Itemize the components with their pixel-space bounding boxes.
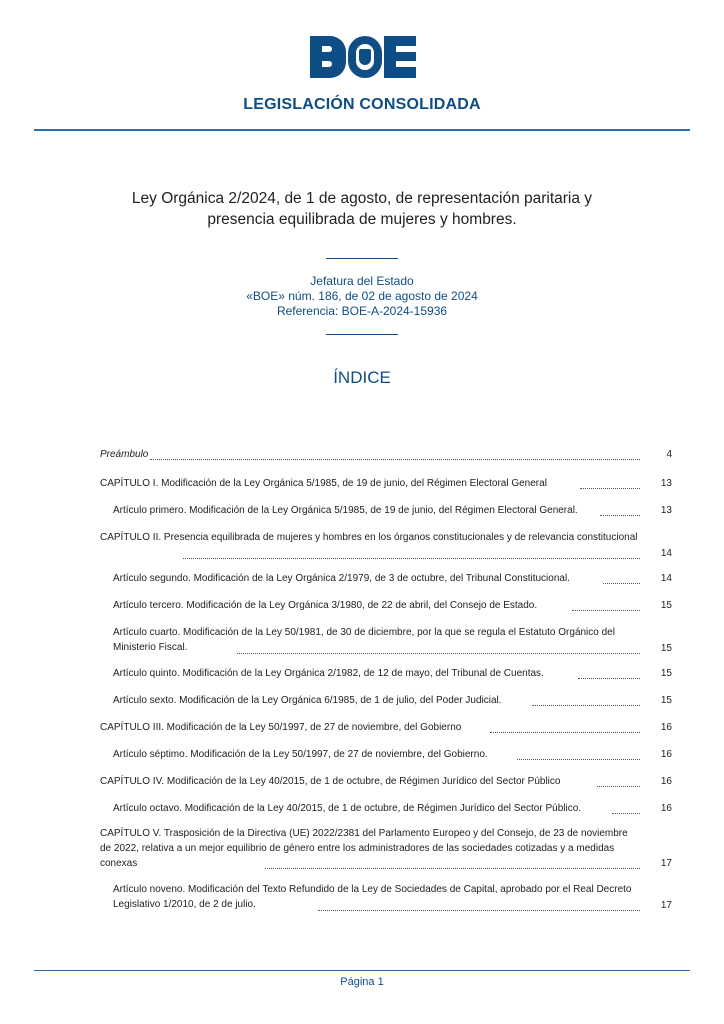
toc-page-number: 13 (660, 505, 672, 516)
index-heading: ÍNDICE (333, 368, 391, 387)
toc-page-number: 14 (660, 548, 672, 559)
toc-entry-title: Artículo sexto. Modificación de la Ley Orgánica 6/1985, de 1 de julio, del Poder Judicial. (113, 695, 502, 706)
title-divider (326, 258, 398, 259)
toc-page-number: 17 (660, 858, 672, 869)
toc-entry-title: Artículo noveno. Modificación del Texto Refundido de la Ley de Sociedades de Capital, aprobado por el Real Decreto Legislativo 1/2010, de 2 de julio. (113, 884, 632, 910)
toc-leader-dots (490, 720, 640, 733)
toc-leader-dots (150, 447, 640, 460)
boe-logo-e (384, 36, 416, 78)
toc-entry-title: Artículo octavo. Modificación de la Ley 40/2015, de 1 de octubre, de Régimen Jurídico del Sector Público. (113, 803, 582, 814)
toc-leader-dots (578, 666, 640, 679)
toc-leader-dots (603, 571, 640, 584)
toc-leader-dots (597, 774, 640, 787)
toc-entry-title: CAPÍTULO II. Presencia equilibrada de mujeres y hombres en los órganos constitucionales y de relevancia constitucional (100, 532, 638, 543)
toc-leader-dots (183, 546, 640, 559)
toc-page-number: 16 (660, 803, 672, 814)
toc-leader-dots (600, 503, 640, 516)
toc-entry-title: Preámbulo (100, 449, 149, 460)
toc-entry-title: Artículo segundo. Modificación de la Ley Orgánica 2/1979, de 3 de octubre, del Tribunal Constitucional. (113, 573, 570, 584)
reference: Referencia: BOE-A-2024-15936 (276, 304, 448, 318)
toc-leader-dots (612, 801, 640, 814)
toc-leader-dots (532, 693, 640, 706)
toc-leader-dots (572, 598, 640, 611)
toc-entry-title: Artículo quinto. Modificación de la Ley Orgánica 2/1982, de 12 de mayo, del Tribunal de Cuentas. (113, 668, 544, 679)
toc-entry-title: Artículo tercero. Modificación de la Ley Orgánica 3/1980, de 22 de abril, del Consejo de Estado. (113, 600, 538, 611)
toc-page-number: 16 (660, 749, 672, 760)
toc-page-number: 15 (660, 668, 672, 679)
toc-leader-dots (265, 856, 640, 869)
boe-logo-b (310, 36, 346, 78)
boe-logo (310, 36, 416, 78)
toc-entry-title: CAPÍTULO I. Modificación de la Ley Orgánica 5/1985, de 19 de junio, del Régimen Electoral General (100, 478, 547, 489)
toc-entry-title: CAPÍTULO IV. Modificación de la Ley 40/2015, de 1 de octubre, de Régimen Jurídico del Sector Público (100, 776, 561, 787)
issuer: Jefatura del Estado (310, 274, 414, 288)
toc-page-number: 16 (660, 776, 672, 787)
toc-leader-dots (517, 747, 640, 760)
meta-divider (326, 334, 398, 335)
footer-divider (34, 970, 690, 971)
toc-leader-dots (580, 476, 640, 489)
toc-page-number: 16 (660, 722, 672, 733)
toc-page-number: 15 (660, 600, 672, 611)
toc-entry-title: Artículo cuarto. Modificación de la Ley 50/1981, de 30 de diciembre, por la que se regula el Estatuto Orgánico del Ministerio Fiscal. (113, 627, 615, 653)
toc-entry-title: Artículo primero. Modificación de la Ley Orgánica 5/1985, de 19 de junio, del Régimen Electoral General. (113, 505, 578, 516)
toc-leader-dots (318, 898, 640, 911)
toc-leader-dots (237, 641, 640, 654)
header-divider (34, 129, 690, 131)
toc-page-number: 15 (660, 643, 672, 654)
toc-entry-title: CAPÍTULO V. Trasposición de la Directiva (UE) 2022/2381 del Parlamento Europeo y del Consejo, de 23 de noviembre de 2022, relativa a un mejor equilibrio de género entre los administradores de las sociedades cotizadas y a medidas conexas (100, 828, 628, 869)
toc-page-number: 14 (660, 573, 672, 584)
publication-info: «BOE» núm. 186, de 02 de agosto de 2024 (246, 289, 478, 303)
toc-page-number: 13 (660, 478, 672, 489)
toc-page-number: 17 (660, 900, 672, 911)
toc-entry-title: Artículo séptimo. Modificación de la Ley 50/1997, de 27 de noviembre, del Gobierno. (113, 749, 488, 760)
toc-page-number: 4 (666, 449, 672, 460)
document-title: Ley Orgánica 2/2024, de 1 de agosto, de representación paritaria y presencia equilibrada de mujeres y hombres. (131, 190, 593, 228)
toc-entry-title: CAPÍTULO III. Modificación de la Ley 50/1997, de 27 de noviembre, del Gobierno (100, 722, 462, 733)
header-title: LEGISLACIÓN CONSOLIDADA (243, 96, 481, 113)
toc-page-number: 15 (660, 695, 672, 706)
page-number: Página 1 (340, 976, 384, 988)
